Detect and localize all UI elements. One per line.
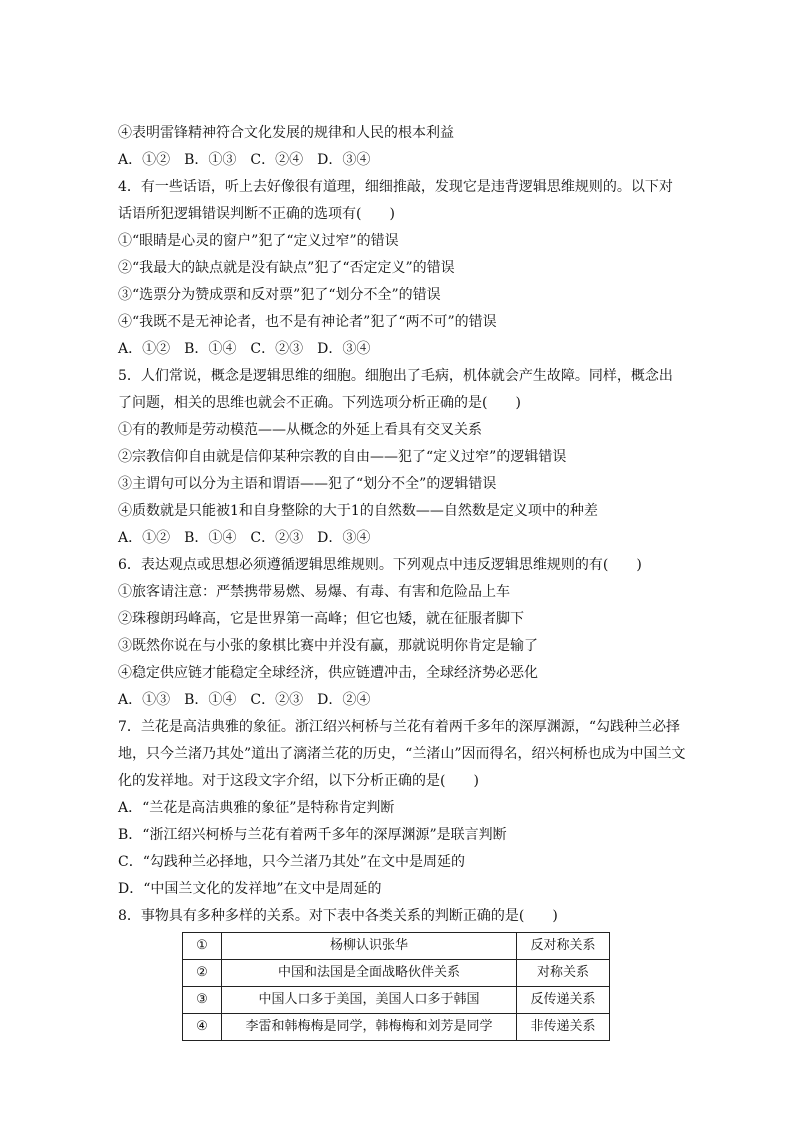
table-cell: ④	[183, 1014, 222, 1041]
relations-table-wrap	[182, 932, 686, 1041]
option-line: ①旅客请注意：严禁携带易燃、易爆、有毒、有害和危险品上车	[118, 584, 510, 600]
table-row	[183, 960, 610, 987]
table-row	[183, 1014, 610, 1041]
table-cell: 反传递关系	[517, 987, 610, 1014]
choice-a: A．“兰花是高洁典雅的象征”是特称肯定判断	[118, 800, 395, 816]
option-line: ④质数就是只能被1和自身整除的大于1的自然数——自然数是定义项中的种差	[118, 503, 598, 519]
answer-choices: A．①② B．①③ C．②④ D．③④	[118, 152, 371, 168]
table-cell: 中国和法国是全面战略伙伴关系	[222, 960, 517, 987]
option-line: ①“眼睛是心灵的窗户”犯了“定义过窄”的错误	[118, 233, 399, 249]
table-cell: ①	[183, 933, 222, 960]
table-cell: 李雷和韩梅梅是同学，韩梅梅和刘芳是同学	[222, 1014, 517, 1041]
option-line: ②珠穆朗玛峰高，它是世界第一高峰；但它也矮，就在征服者脚下	[118, 611, 524, 627]
relations-table	[182, 932, 610, 1041]
question-6-stem: 6．表达观点或思想必须遵循逻辑思维规则。下列观点中违反逻辑思维规则的有( )	[118, 557, 642, 573]
table-cell: 中国人口多于美国，美国人口多于韩国	[222, 987, 517, 1014]
option-line: ③主谓句可以分为主语和谓语——犯了“划分不全”的逻辑错误	[118, 476, 497, 492]
question-8-stem: 8．事物具有多种多样的关系。对下表中各类关系的判断正确的是( )	[118, 908, 558, 924]
exam-page	[118, 120, 686, 1041]
option-line: ③“选票分为赞成票和反对票”犯了“划分不全”的错误	[118, 287, 441, 303]
option-line: ③既然你说在与小张的象棋比赛中并没有赢，那就说明你肯定是输了	[118, 638, 538, 654]
table-cell: 非传递关系	[517, 1014, 610, 1041]
answer-choices: A．①③ B．①④ C．②③ D．②④	[118, 692, 371, 708]
option-line: ④“我既不是无神论者，也不是有神论者”犯了“两不可”的错误	[118, 314, 497, 330]
question-7-stem: 7．兰花是高洁典雅的象征。浙江绍兴柯桥与兰花有着两千多年的深厚渊源，“勾践种兰必择地，只今兰渚乃其处”道出了漓渚兰花的历史，“兰渚山”因而得名，绍兴柯桥也成为中国兰文化的发祥地。对于这段文字介绍，以下分析正确的是( )	[118, 719, 686, 789]
option-line: ①有的教师是劳动模范——从概念的外延上看具有交叉关系	[118, 422, 482, 438]
answer-choices: A．①② B．①④ C．②③ D．③④	[118, 341, 371, 357]
choice-d: D．“中国兰文化的发祥地”在文中是周延的	[118, 881, 382, 897]
choice-b: B．“浙江绍兴柯桥与兰花有着两千多年的深厚渊源”是联言判断	[118, 827, 507, 843]
table-cell: ③	[183, 987, 222, 1014]
option-line: ④稳定供应链才能稳定全球经济，供应链遭冲击，全球经济势必恶化	[118, 665, 538, 681]
option-line: ②宗教信仰自由就是信仰某种宗教的自由——犯了“定义过窄”的逻辑错误	[118, 449, 567, 465]
table-cell: 反对称关系	[517, 933, 610, 960]
choice-c: C．“勾践种兰必择地，只今兰渚乃其处”在文中是周延的	[118, 854, 466, 870]
option-line: ④表明雷锋精神符合文化发展的规律和人民的根本利益	[118, 125, 454, 141]
table-row	[183, 987, 610, 1014]
table-cell: 杨柳认识张华	[222, 933, 517, 960]
table-row	[183, 933, 610, 960]
answer-choices: A．①② B．①④ C．②③ D．③④	[118, 530, 371, 546]
table-cell: ②	[183, 960, 222, 987]
question-5-stem: 5．人们常说，概念是逻辑思维的细胞。细胞出了毛病，机体就会产生故障。同样，概念出了问题，相关的思维也就会不正确。下列选项分析正确的是( )	[118, 368, 673, 411]
option-line: ②“我最大的缺点就是没有缺点”犯了“否定定义”的错误	[118, 260, 455, 276]
table-cell: 对称关系	[517, 960, 610, 987]
question-4-stem: 4．有一些话语，听上去好像很有道理，细细推敲，发现它是违背逻辑思维规则的。以下对话语所犯逻辑错误判断不正确的选项有( )	[118, 179, 673, 222]
